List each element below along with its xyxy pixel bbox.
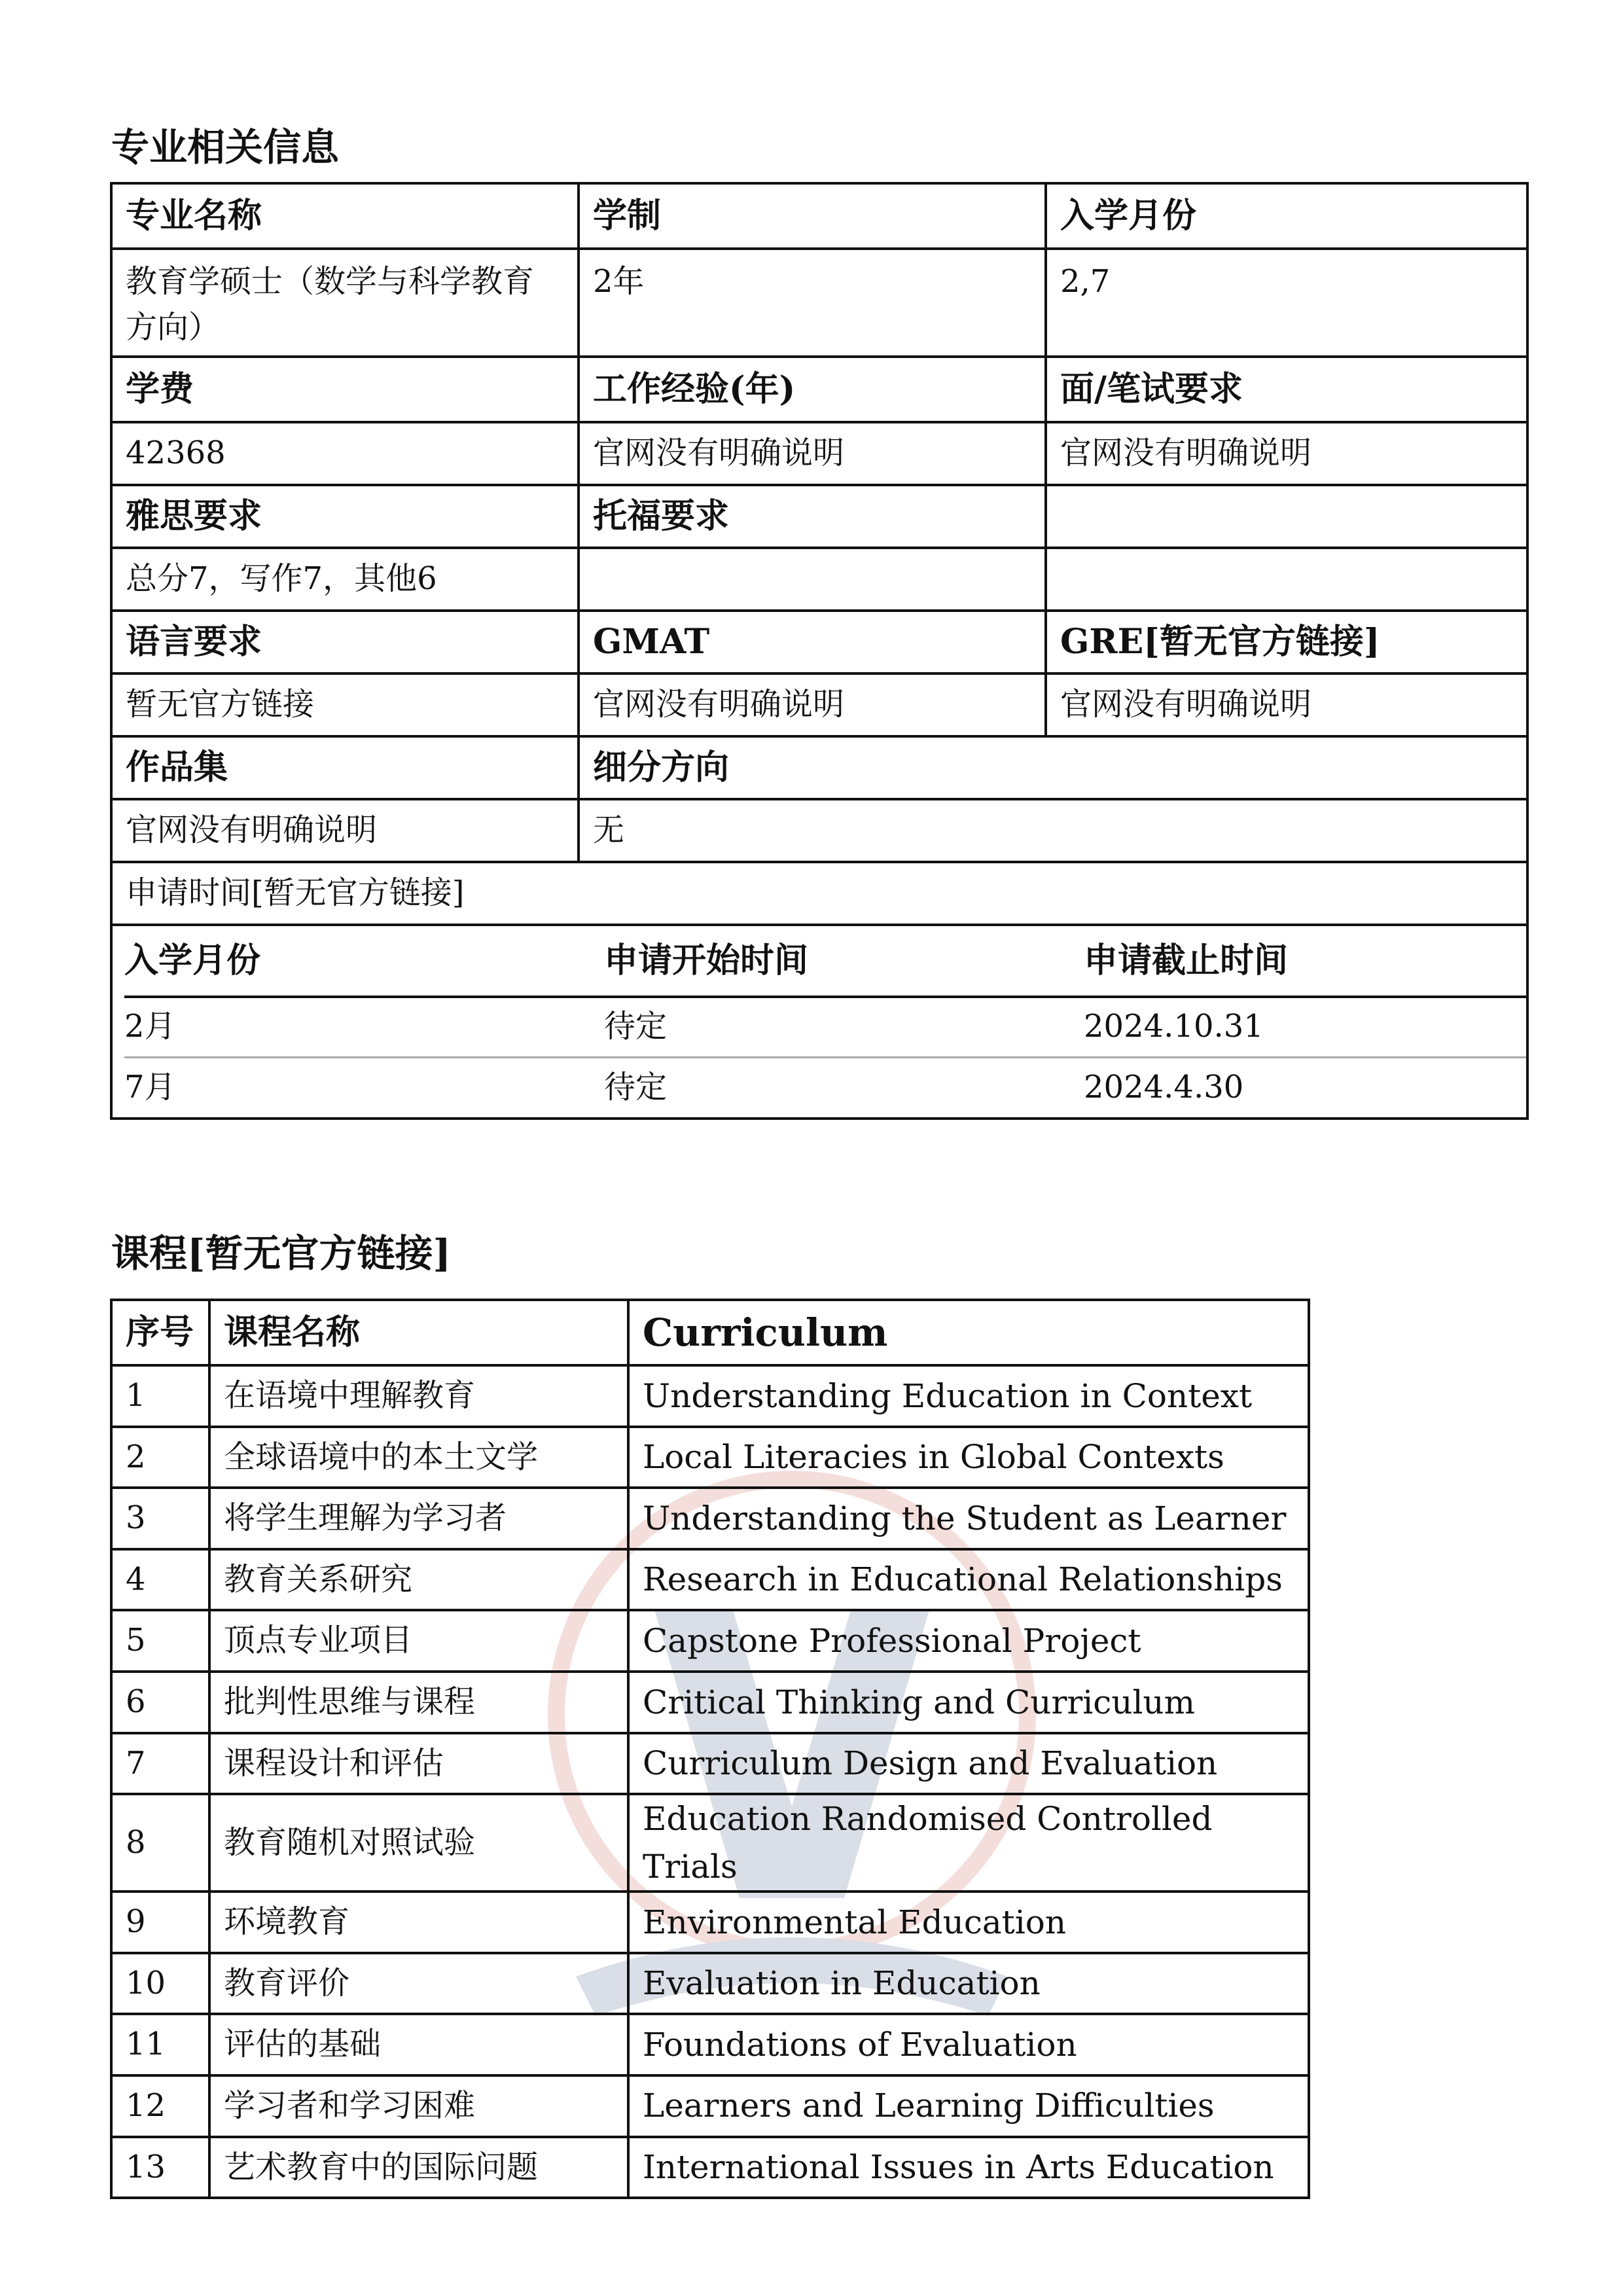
table-row (111, 1427, 1309, 1488)
table-row (111, 1365, 1309, 1427)
table-row (111, 1549, 1309, 1611)
application-dates-table (124, 926, 1527, 1117)
value-duration: 2年 (579, 249, 1046, 357)
program-info-table (110, 182, 1529, 1120)
course-name-cn: 将学生理解为学习者 (209, 1488, 628, 1549)
label-tuition: 学费 (111, 357, 579, 422)
value-interview: 官网没有明确说明 (1046, 422, 1527, 485)
course-index: 9 (111, 1892, 209, 1953)
label-intake-month: 入学月份 (1046, 183, 1527, 249)
course-name-cn: 课程设计和评估 (209, 1733, 628, 1795)
course-name-cn: 教育关系研究 (209, 1549, 628, 1611)
course-name-cn: 评估的基础 (209, 2014, 628, 2075)
value-tuition: 42368 (111, 422, 579, 485)
label-duration: 学制 (579, 183, 1046, 249)
table-row (111, 1892, 1309, 1953)
table-row (111, 2137, 1309, 2198)
course-name-cn: 在语境中理解教育 (209, 1365, 628, 1427)
app-deadline: 2024.4.30 (1084, 1068, 1244, 1105)
table-row (111, 1610, 1309, 1672)
table-row (111, 2014, 1309, 2075)
value-gre: 官网没有明确说明 (1046, 673, 1527, 736)
value-portfolio: 官网没有明确说明 (111, 799, 579, 862)
empty-cell (1046, 548, 1527, 611)
course-name-en: Curriculum Design and Evaluation (628, 1733, 1309, 1795)
course-name-en: Foundations of Evaluation (628, 2014, 1309, 2075)
app-header-intake: 入学月份 (124, 926, 604, 997)
app-intake: 7月 (124, 1068, 176, 1105)
value-language: 暂无官方链接 (111, 673, 579, 736)
course-index: 2 (111, 1427, 209, 1488)
label-toefl: 托福要求 (579, 485, 1046, 548)
label-specialization: 细分方向 (579, 736, 1527, 799)
app-intake: 2月 (124, 997, 604, 1057)
value-gmat: 官网没有明确说明 (579, 673, 1046, 736)
table-row (124, 1057, 1527, 1117)
table-row (124, 997, 1527, 1057)
label-program-name: 专业名称 (111, 183, 579, 249)
value-ielts: 总分7，写作7，其他6 (111, 548, 579, 611)
course-header-index: 序号 (111, 1300, 209, 1365)
course-name-en: Environmental Education (628, 1892, 1309, 1953)
course-name-cn: 批判性思维与课程 (209, 1672, 628, 1733)
course-index: 12 (111, 2075, 209, 2137)
value-intake-month: 2,7 (1046, 249, 1527, 357)
table-row (111, 1488, 1309, 1549)
course-index: 13 (111, 2137, 209, 2198)
label-gre: GRE[暂无官方链接] (1046, 611, 1527, 673)
course-name-cn: 教育评价 (209, 1953, 628, 2015)
course-name-en: Learners and Learning Difficulties (628, 2075, 1309, 2137)
course-name-en: Research in Educational Relationships (628, 1549, 1309, 1611)
value-specialization: 无 (579, 799, 1527, 862)
course-index: 3 (111, 1488, 209, 1549)
section-title-courses: 课程[暂无官方链接] (111, 1231, 451, 1276)
table-row (111, 1733, 1309, 1795)
value-toefl (579, 548, 1046, 611)
course-name-cn: 学习者和学习困难 (209, 2075, 628, 2137)
app-header-deadline: 申请截止时间 (1084, 926, 1527, 997)
course-name-en: Evaluation in Education (628, 1953, 1309, 2015)
table-row (111, 1794, 1309, 1892)
section-title-program-info: 专业相关信息 (111, 125, 340, 170)
course-name-en: Critical Thinking and Curriculum (628, 1672, 1309, 1733)
course-name-cn: 全球语境中的本土文学 (209, 1427, 628, 1488)
label-language: 语言要求 (111, 611, 579, 673)
value-program-name: 教育学硕士（数学与科学教育方向） (111, 249, 579, 357)
course-name-cn: 顶点专业项目 (209, 1610, 628, 1672)
label-gmat: GMAT (579, 611, 1046, 673)
label-ielts: 雅思要求 (111, 485, 579, 548)
app-start: 待定 (604, 1068, 668, 1105)
course-name-en: Capstone Professional Project (628, 1610, 1309, 1672)
app-start: 待定 (604, 997, 1084, 1057)
course-name-en: International Issues in Arts Education (628, 2137, 1309, 2198)
value-work-experience: 官网没有明确说明 (579, 422, 1046, 485)
table-row (111, 1672, 1309, 1733)
course-index: 11 (111, 2014, 209, 2075)
label-application-time: 申请时间[暂无官方链接] (111, 862, 1527, 925)
course-name-en: Local Literacies in Global Contexts (628, 1427, 1309, 1488)
course-index: 1 (111, 1365, 209, 1427)
course-name-cn: 环境教育 (209, 1892, 628, 1953)
course-name-cn: 艺术教育中的国际问题 (209, 2137, 628, 2198)
course-name-en: Understanding the Student as Learner (628, 1488, 1309, 1549)
label-portfolio: 作品集 (111, 736, 579, 799)
app-deadline: 2024.10.31 (1084, 997, 1527, 1057)
course-header-name: 课程名称 (209, 1300, 628, 1365)
course-header-curriculum: Curriculum (628, 1300, 1309, 1365)
course-index: 7 (111, 1733, 209, 1795)
empty-cell (1046, 485, 1527, 548)
course-name-en: Understanding Education in Context (628, 1365, 1309, 1427)
label-interview: 面/笔试要求 (1046, 357, 1527, 422)
course-index: 4 (111, 1549, 209, 1611)
course-name-cn: 教育随机对照试验 (209, 1794, 628, 1892)
app-header-start: 申请开始时间 (604, 926, 1084, 997)
course-index: 10 (111, 1953, 209, 2015)
course-index: 6 (111, 1672, 209, 1733)
course-name-en: Education Randomised Controlled Trials (628, 1794, 1309, 1892)
table-row (111, 2075, 1309, 2137)
course-table (110, 1299, 1310, 2199)
course-index: 8 (111, 1794, 209, 1892)
table-row (111, 1953, 1309, 2015)
label-work-experience: 工作经验(年) (579, 357, 1046, 422)
application-dates-cell (111, 925, 1527, 1119)
course-index: 5 (111, 1610, 209, 1672)
